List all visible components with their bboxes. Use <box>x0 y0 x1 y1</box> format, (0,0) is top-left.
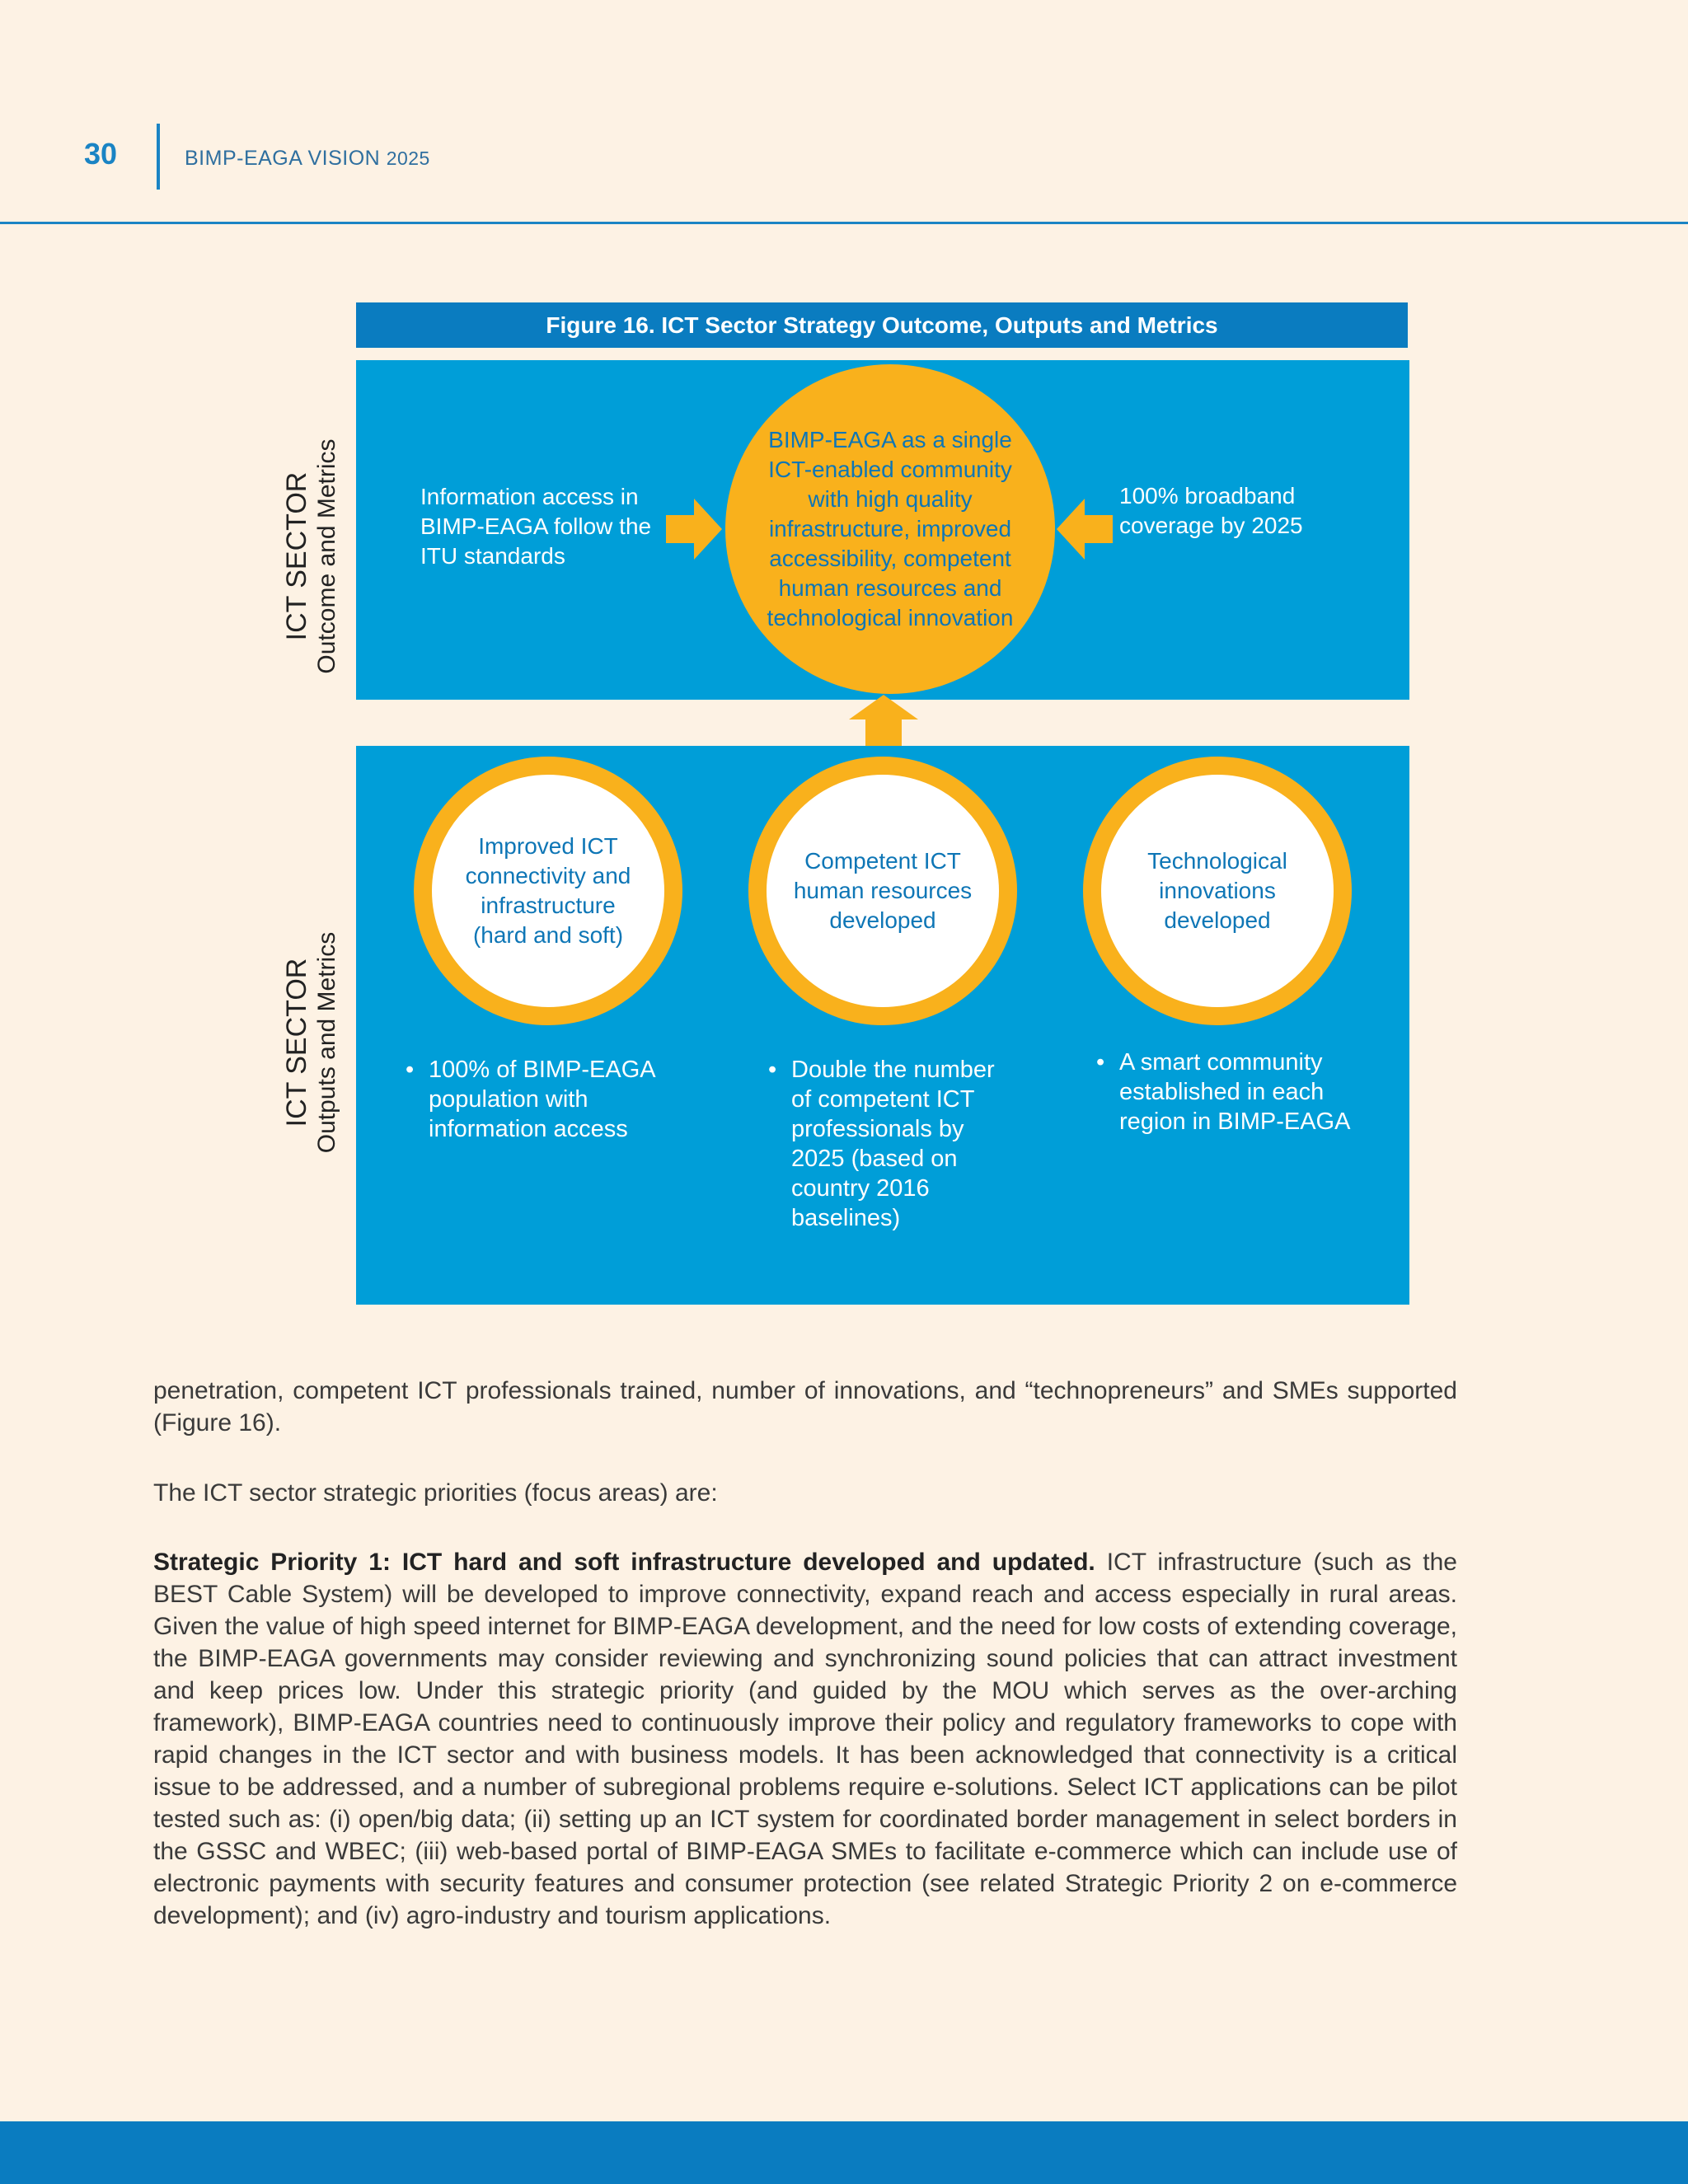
output-metric-list <box>404 1055 676 1144</box>
output-metric: • A smart community established in each region in BIMP-EAGA <box>1119 1047 1367 1137</box>
output-metric: • Double the number of competent ICT professionals by 2025 (based on country 2016 baselines) <box>791 1055 1006 1233</box>
output-circle-text: Improved ICT connectivity and infrastructure (hard and soft) <box>465 833 631 948</box>
outcome-right-metric: 100% broadband coverage by 2025 <box>1119 483 1303 538</box>
body-paragraph: The ICT sector strategic priorities (focus areas) are: <box>153 1479 718 1507</box>
running-head-year: 2025 <box>386 148 430 169</box>
left-arrow-icon <box>1057 499 1113 560</box>
outcome-left-metric: Information access in BIMP-EAGA follow the ITU standards <box>420 484 652 569</box>
outcome-circle-text: BIMP-EAGA as a single ICT-enabled community with high quality infrastructure, improved accessibility, competent human resources and technological innovation <box>767 427 1014 630</box>
output-circle <box>1083 757 1352 1025</box>
page-number: 30 <box>84 137 118 171</box>
strategic-priority-heading: Strategic Priority 1: ICT hard and soft infrastructure developed and updated. <box>153 1549 1095 1576</box>
outputs-side-label-line2: Outputs and Metrics <box>313 931 341 1154</box>
right-arrow-icon <box>666 499 722 560</box>
output-circle-text: Competent ICT human resources developed <box>793 848 973 933</box>
body-paragraph: penetration, competent ICT professionals trained, number of innovations, and “technopreneurs” and SMEs supported (Figure 16). <box>153 1377 1457 1436</box>
footer-band <box>0 2121 1688 2184</box>
output-circle-text: Technological innovations developed <box>1147 848 1287 933</box>
figure-caption: Figure 16. ICT Sector Strategy Outcome, Outputs and Metrics <box>356 302 1408 348</box>
strategic-priority-text: ICT infrastructure (such as the BEST Cable System) will be developed to improve connectivity, expand reach and access especially in rural areas. Given the value of high speed internet for BIMP-EAGA development, and the need for low costs of extending coverage, the BIMP-EAGA governments may consider reviewing and synchronizing sound policies that can attract investment and keep prices low. Under this strategic priority (and guided by the MOU which serves as the over-arching framework), BIMP-EAGA countries need to continuously improve their policy and regulatory frameworks to cope with rapid changes in the ICT sector and with business models. It has been acknowledged that connectivity is a critical issue to be addressed, and a number of subregional problems require e-solutions. Select ICT applications can be pilot tested such as: (i) open/big data; (ii) setting up an ICT system for coordinated border management in select borders in the GSSC and WBEC; (iii) web-based portal of BIMP-EAGA SMEs to facilitate e-commerce which can include use of electronic payments with security features and consumer protection (see related Strategic Priority 2 on e-commerce development); and (iv) agro-industry and tourism applications. <box>153 1549 1457 1929</box>
strategic-priority-paragraph <box>153 1546 1457 1932</box>
output-metric-list <box>1095 1047 1367 1137</box>
output-metric: • 100% of BIMP-EAGA population with information access <box>429 1055 676 1144</box>
output-circle <box>748 757 1017 1025</box>
outcome-side-label-line2: Outcome and Metrics <box>313 438 341 674</box>
running-head-title: BIMP-EAGA VISION <box>185 147 381 170</box>
outcome-side-label-line1: ICT SECTOR <box>281 471 313 641</box>
output-circle <box>414 757 682 1025</box>
up-arrow-icon <box>849 695 918 746</box>
outcome-circle <box>725 364 1055 694</box>
output-metric-list <box>767 1055 1006 1233</box>
outputs-side-label-line1: ICT SECTOR <box>281 958 313 1127</box>
